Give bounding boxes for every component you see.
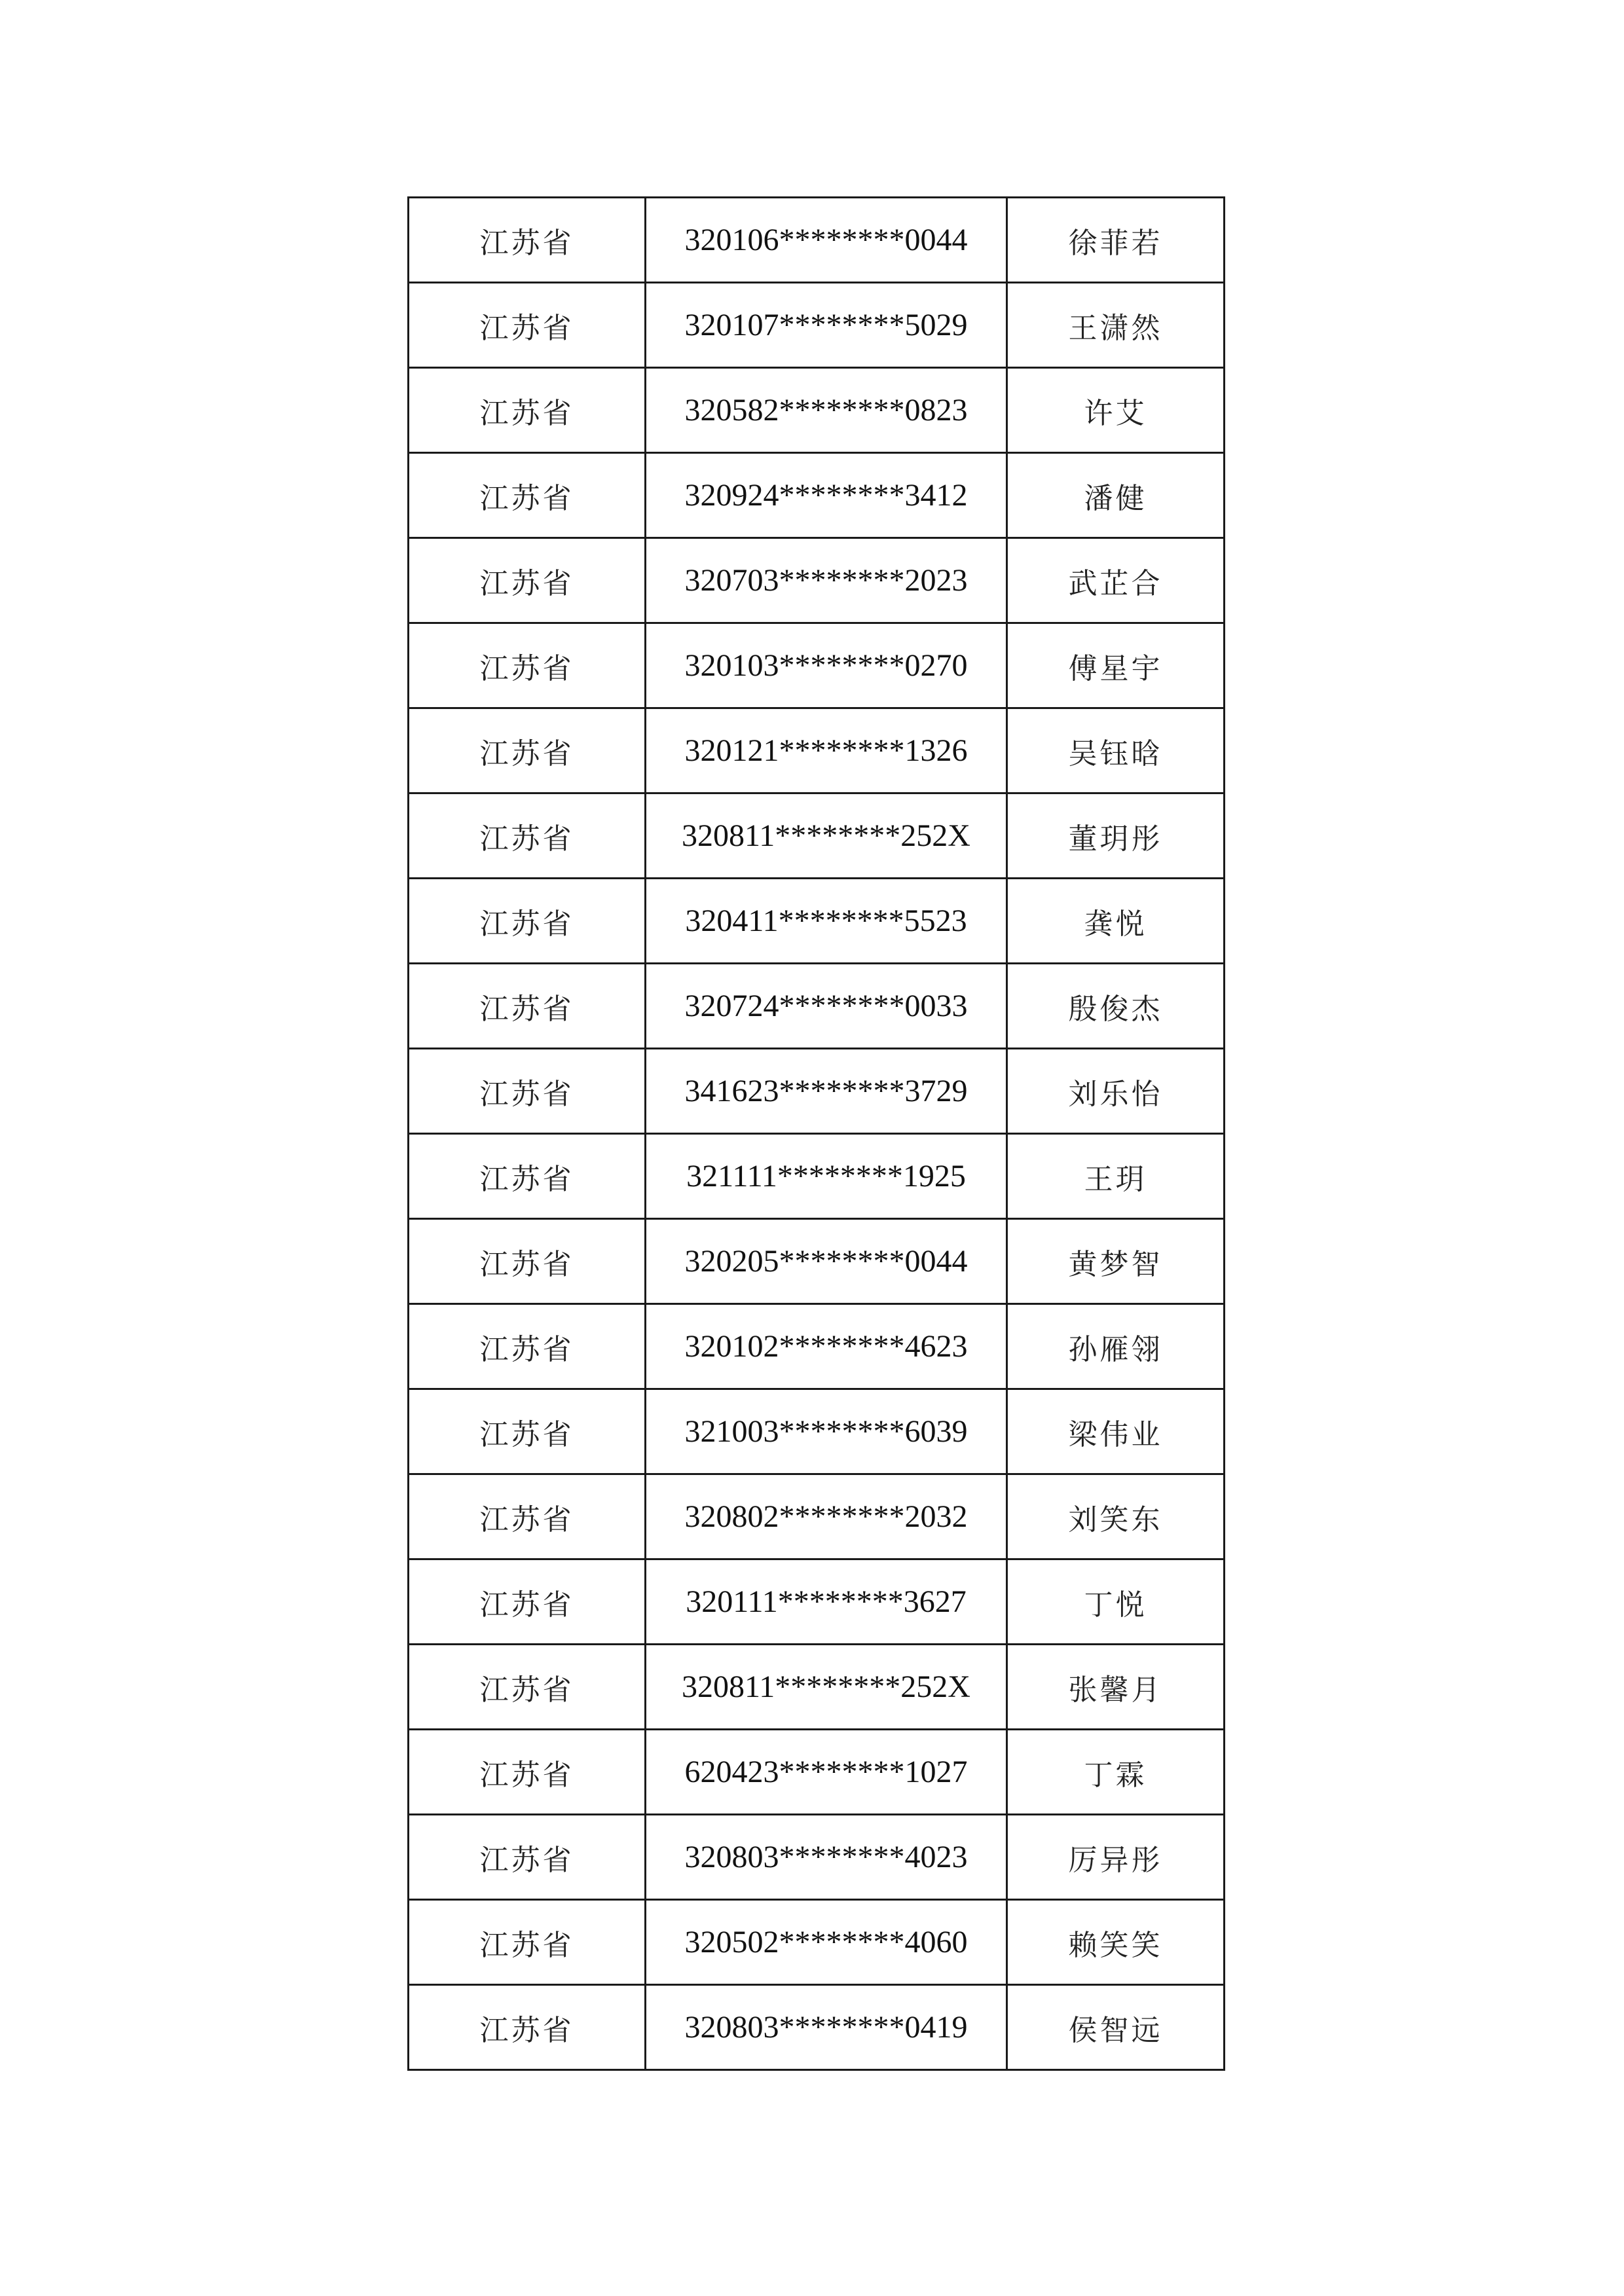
id-number-cell: 320582********0823 — [646, 368, 1007, 453]
person-name-cell: 刘乐怡 — [1007, 1049, 1225, 1134]
table-row — [409, 623, 1225, 708]
province-cell: 江苏省 — [409, 1900, 646, 1985]
province-cell: 江苏省 — [409, 623, 646, 708]
province-cell: 江苏省 — [409, 1730, 646, 1815]
id-number-cell: 320803********0419 — [646, 1985, 1007, 2070]
table-row — [409, 283, 1225, 368]
id-number-cell: 320803********4023 — [646, 1815, 1007, 1900]
roster-table — [407, 196, 1225, 2071]
person-name-cell: 黄梦智 — [1007, 1219, 1225, 1304]
table-row — [409, 1815, 1225, 1900]
province-cell: 江苏省 — [409, 368, 646, 453]
id-number-cell: 320724********0033 — [646, 964, 1007, 1049]
table-row — [409, 879, 1225, 964]
table-row — [409, 793, 1225, 879]
table-row — [409, 1900, 1225, 1985]
province-cell: 江苏省 — [409, 1134, 646, 1219]
person-name-cell: 梁伟业 — [1007, 1389, 1225, 1474]
person-name-cell: 武芷合 — [1007, 538, 1225, 623]
province-cell: 江苏省 — [409, 964, 646, 1049]
id-number-cell: 320107********5029 — [646, 283, 1007, 368]
table-row — [409, 1559, 1225, 1645]
province-cell: 江苏省 — [409, 879, 646, 964]
province-cell: 江苏省 — [409, 1219, 646, 1304]
table-row — [409, 964, 1225, 1049]
person-name-cell: 龚悦 — [1007, 879, 1225, 964]
person-name-cell: 侯智远 — [1007, 1985, 1225, 2070]
province-cell: 江苏省 — [409, 793, 646, 879]
id-number-cell: 341623********3729 — [646, 1049, 1007, 1134]
province-cell: 江苏省 — [409, 1049, 646, 1134]
id-number-cell: 320111********3627 — [646, 1559, 1007, 1645]
province-cell: 江苏省 — [409, 1645, 646, 1730]
table-row — [409, 1134, 1225, 1219]
person-name-cell: 徐菲若 — [1007, 198, 1225, 283]
table-row — [409, 1389, 1225, 1474]
table-row — [409, 1219, 1225, 1304]
id-number-cell: 320103********0270 — [646, 623, 1007, 708]
person-name-cell: 赖笑笑 — [1007, 1900, 1225, 1985]
person-name-cell: 吴钰晗 — [1007, 708, 1225, 793]
province-cell: 江苏省 — [409, 1985, 646, 2070]
province-cell: 江苏省 — [409, 1815, 646, 1900]
table-row — [409, 708, 1225, 793]
id-number-cell: 320802********2032 — [646, 1474, 1007, 1559]
person-name-cell: 张馨月 — [1007, 1645, 1225, 1730]
province-cell: 江苏省 — [409, 1304, 646, 1389]
province-cell: 江苏省 — [409, 708, 646, 793]
person-name-cell: 傅星宇 — [1007, 623, 1225, 708]
person-name-cell: 王玥 — [1007, 1134, 1225, 1219]
table-row — [409, 1304, 1225, 1389]
table-row — [409, 1645, 1225, 1730]
province-cell: 江苏省 — [409, 538, 646, 623]
table-row — [409, 1474, 1225, 1559]
province-cell: 江苏省 — [409, 1559, 646, 1645]
table-row — [409, 453, 1225, 538]
id-number-cell: 320811********252X — [646, 793, 1007, 879]
person-name-cell: 殷俊杰 — [1007, 964, 1225, 1049]
id-number-cell: 320106********0044 — [646, 198, 1007, 283]
person-name-cell: 刘笑东 — [1007, 1474, 1225, 1559]
id-number-cell: 320924********3412 — [646, 453, 1007, 538]
person-name-cell: 丁悦 — [1007, 1559, 1225, 1645]
id-number-cell: 320703********2023 — [646, 538, 1007, 623]
id-number-cell: 320502********4060 — [646, 1900, 1007, 1985]
province-cell: 江苏省 — [409, 453, 646, 538]
province-cell: 江苏省 — [409, 283, 646, 368]
table-row — [409, 538, 1225, 623]
id-number-cell: 620423********1027 — [646, 1730, 1007, 1815]
person-name-cell: 厉异彤 — [1007, 1815, 1225, 1900]
person-name-cell: 董玥彤 — [1007, 793, 1225, 879]
table-row — [409, 1049, 1225, 1134]
id-number-cell: 320121********1326 — [646, 708, 1007, 793]
id-number-cell: 320811********252X — [646, 1645, 1007, 1730]
id-number-cell: 320102********4623 — [646, 1304, 1007, 1389]
table-row — [409, 198, 1225, 283]
id-number-cell: 321003********6039 — [646, 1389, 1007, 1474]
table-row — [409, 1730, 1225, 1815]
table-row — [409, 1985, 1225, 2070]
province-cell: 江苏省 — [409, 1389, 646, 1474]
table-row — [409, 368, 1225, 453]
id-number-cell: 321111********1925 — [646, 1134, 1007, 1219]
person-name-cell: 许艾 — [1007, 368, 1225, 453]
person-name-cell: 丁霖 — [1007, 1730, 1225, 1815]
roster-table-body — [409, 198, 1225, 2070]
province-cell: 江苏省 — [409, 1474, 646, 1559]
person-name-cell: 王潇然 — [1007, 283, 1225, 368]
province-cell: 江苏省 — [409, 198, 646, 283]
person-name-cell: 孙雁翎 — [1007, 1304, 1225, 1389]
person-name-cell: 潘健 — [1007, 453, 1225, 538]
id-number-cell: 320411********5523 — [646, 879, 1007, 964]
id-number-cell: 320205********0044 — [646, 1219, 1007, 1304]
